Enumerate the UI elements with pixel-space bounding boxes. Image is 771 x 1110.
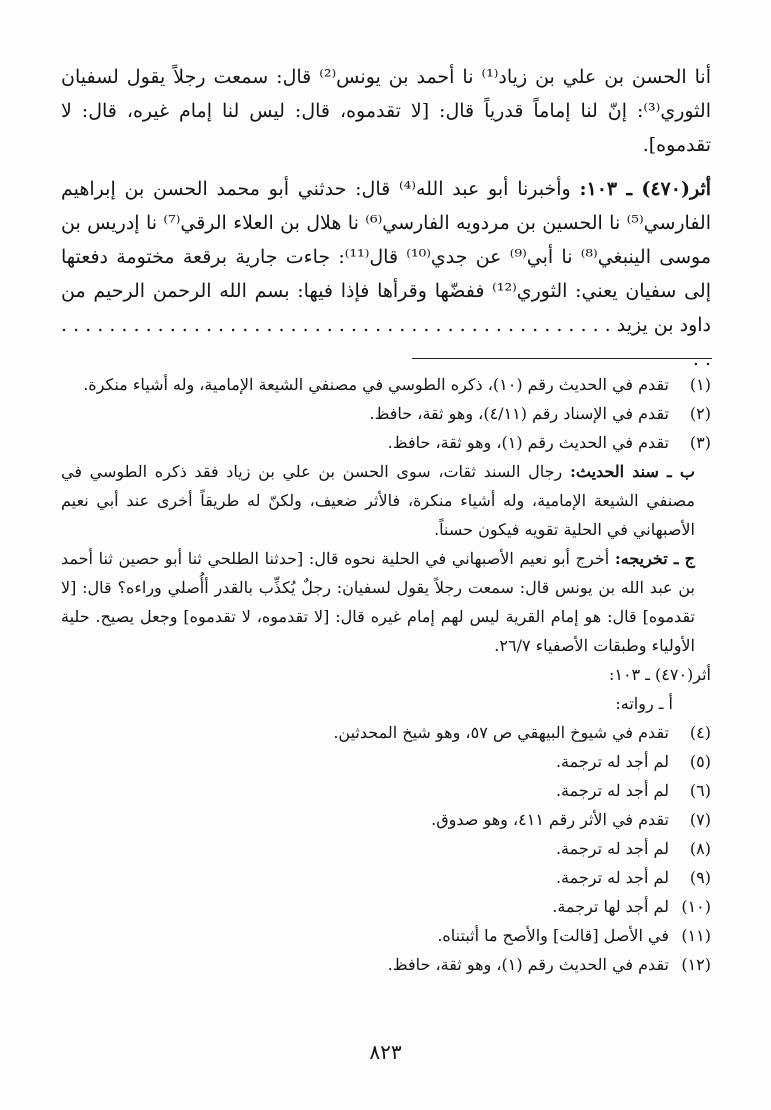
footnote-number: (٣) xyxy=(689,433,711,452)
footnote-text: لم أجد له ترجمة. xyxy=(555,868,669,887)
main-text xyxy=(61,60,711,376)
takhrij-section xyxy=(61,544,711,660)
footnotes xyxy=(61,370,711,979)
footnote-text: لم أجد له ترجمة. xyxy=(555,752,669,771)
footnote-text: لم أجد لها ترجمة. xyxy=(552,897,669,916)
footnote-number: (١) xyxy=(689,375,711,394)
footnote-12 xyxy=(61,950,711,979)
sanad-section xyxy=(61,457,711,544)
footnote-2 xyxy=(61,399,711,428)
footnote-number: (١١) xyxy=(681,926,711,945)
footnote-9 xyxy=(61,863,711,892)
footnote-text: لم أجد له ترجمة. xyxy=(555,839,669,858)
footnote-separator xyxy=(412,358,712,359)
takhrij-text: أخرج أبو نعيم الأصبهاني في الحلية نحوه قال: [حدثنا الطلحي ثنا أبو حصين ثنا أحمد بن عبد الله بن يونس قال: سمعت رجلاً يقول لسفيان: رجلٌ يُكذِّب بالقدر أأُصلي وراءه؟ قال: [لا تقدموه] قال: هو إمام القرية ليس لهم إمام غيره قال: [لا تقدموه، لا تقدموه] وجعل يصيح. حلية الأولياء وطبقات الأصفياء ٢٦/٧. xyxy=(61,549,695,655)
footnote-text: تقدم في الحديث رقم (١٠)، ذكره الطوسي في مصنفي الشيعة الإمامية، وله أشياء منكرة. xyxy=(83,375,669,394)
main-paragraph-1: أنا الحسن بن علي بن زياد⁽¹⁾ نا أحمد بن يونس⁽²⁾ قال: سمعت رجلاً يقول لسفيان الثوري⁽³⁾: إنّ لنا إماماً قدرياً قال: [لا تقدموه، قال: ليس لنا إمام غيره، قال: لا تقدموه]. xyxy=(61,66,711,156)
footnote-3 xyxy=(61,428,711,457)
footnote-1 xyxy=(61,370,711,399)
athar-heading: أثر(٤٧٠) ـ ١٠٣: xyxy=(608,665,711,684)
footnote-text: تقدم في الحديث رقم (١)، وهو ثقة، حافظ. xyxy=(387,955,669,974)
sanad-label: ب ـ سند الحديث: xyxy=(569,462,695,481)
footnote-4 xyxy=(61,718,711,747)
footnote-text: تقدم في الإسناد رقم (٤/١١)، وهو ثقة، حافظ. xyxy=(369,404,669,423)
footnote-8 xyxy=(61,834,711,863)
ruwat-heading: أ ـ رواته: xyxy=(615,694,673,713)
footnote-6 xyxy=(61,776,711,805)
footnote-text: تقدم في الأثر رقم ٤١١، وهو صدوق. xyxy=(431,810,669,829)
footnote-number: (٢) xyxy=(689,404,711,423)
athar-label: أثر(٤٧٠) ـ ١٠٣: xyxy=(579,178,712,200)
footnote-text: تقدم في شيوخ البيهقي ص ٥٧، وهو شيخ المحدثين. xyxy=(333,723,669,742)
footnote-number: (٩) xyxy=(689,868,711,887)
footnote-number: (١٠) xyxy=(681,897,711,916)
footnote-number: (٦) xyxy=(689,781,711,800)
footnote-number: (٥) xyxy=(689,752,711,771)
athar-text: وأخبرنا أبو عبد الله⁽⁴⁾ قال: حدثني أبو محمد الحسن بن إبراهيم الفارسي⁽⁵⁾ نا الحسين بن مردويه الفارسي⁽⁶⁾ نا هلال بن العلاء الرقي⁽⁷⁾ نا إدريس بن موسى الينبغي⁽⁸⁾ نا أبي⁽⁹⁾ عن جدي⁽¹⁰⁾ قال⁽¹¹⁾: جاءت جارية برقعة مختومة دفعتها إلى سفيان يعني: الثوري⁽¹²⁾ ففضّها وقرأها فإذا فيها: بسم الله الرحمن الرحيم من داود بن يزيد xyxy=(61,178,712,336)
footnote-text: لم أجد له ترجمة. xyxy=(555,781,669,800)
ellipsis-dots: . . . . . . . . . . . . . . . . . . . . . . . . . . . . . . . . . . . . . . . . . . . . . . . . xyxy=(61,314,711,370)
footnote-10 xyxy=(61,892,711,921)
page-number: ٨٢٣ xyxy=(369,1040,402,1064)
footnote-11 xyxy=(61,921,711,950)
footnote-number: (١٢) xyxy=(681,955,711,974)
footnote-number: (٨) xyxy=(689,839,711,858)
footnote-text: تقدم في الحديث رقم (١)، وهو ثقة، حافظ. xyxy=(387,433,669,452)
takhrij-label: ج ـ تخريجه: xyxy=(614,549,696,568)
footnote-5 xyxy=(61,747,711,776)
footnote-7 xyxy=(61,805,711,834)
sanad-text: رجال السند ثقات، سوى الحسن بن علي بن زياد فقد ذكره الطوسي في مصنفي الشيعة الإمامية، وله أشياء منكرة، فالأثر ضعيف، ولكنّ له طريقاً أخرى عند أبي نعيم الأصبهاني في الحلية تقويه فيكون حسناً. xyxy=(61,462,695,539)
footnote-number: (٤) xyxy=(689,723,711,742)
footnote-number: (٧) xyxy=(689,810,711,829)
footnote-text: في الأصل [قالت] والأصح ما أثبتناه. xyxy=(437,926,669,945)
main-paragraph-2 xyxy=(61,172,711,376)
